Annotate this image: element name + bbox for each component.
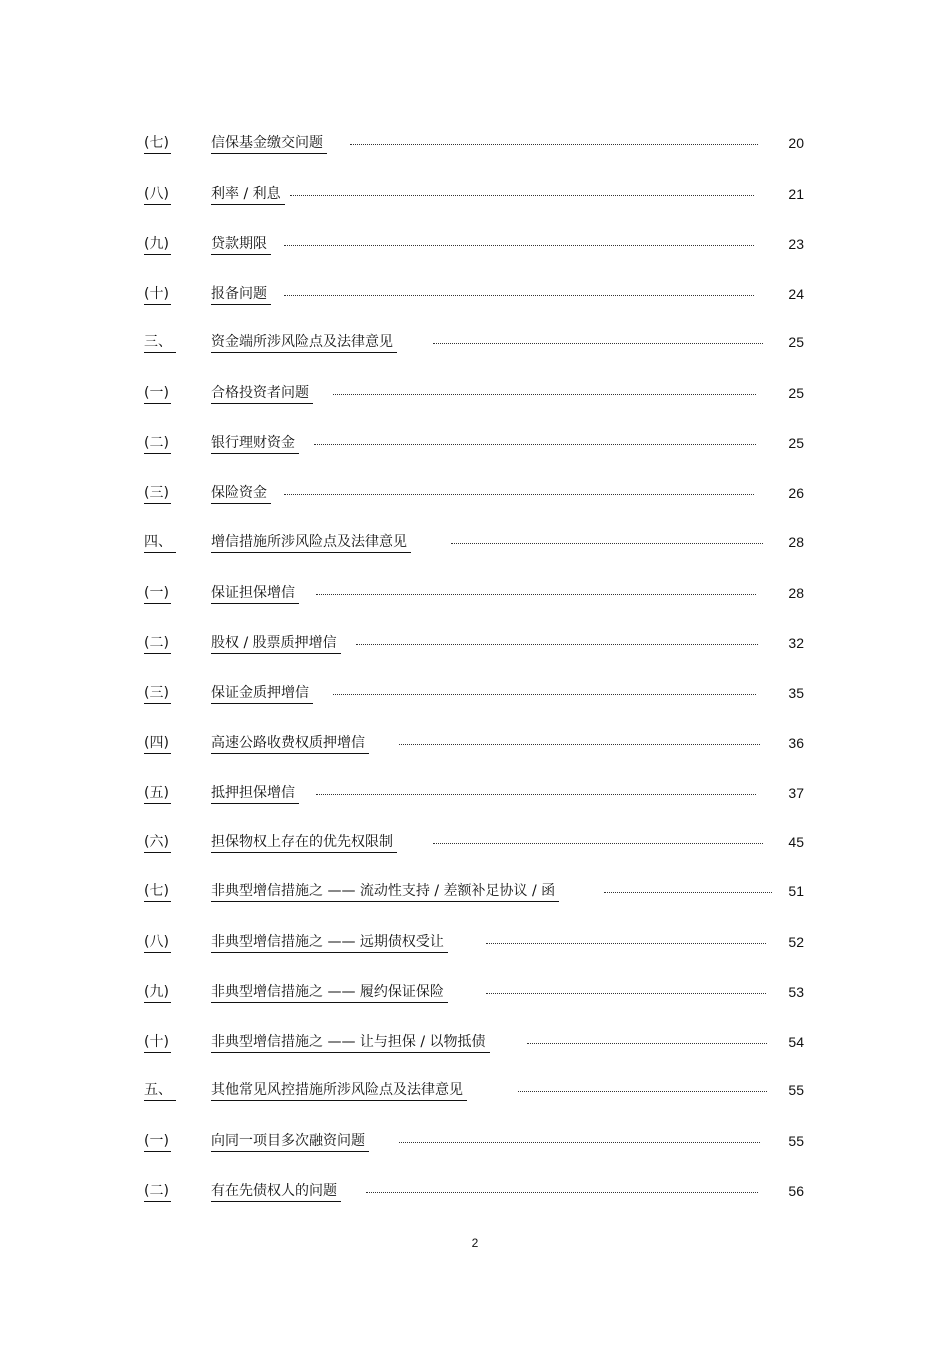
toc-entry[interactable] [0, 332, 950, 356]
dot-leader [366, 1191, 758, 1193]
entry-page: 35 [788, 685, 804, 701]
entry-page: 55 [788, 1133, 804, 1149]
dot-leader [316, 793, 756, 795]
entry-page: 54 [788, 1034, 804, 1050]
entry-title[interactable]: 保证担保增信 [211, 583, 299, 604]
toc-entry[interactable] [0, 633, 950, 657]
entry-page: 53 [788, 984, 804, 1000]
toc-entry[interactable] [0, 184, 950, 208]
toc-entry[interactable] [0, 683, 950, 707]
entry-page: 21 [788, 186, 804, 202]
entry-page: 56 [788, 1183, 804, 1199]
entry-title[interactable]: 合格投资者问题 [211, 383, 313, 404]
entry-title[interactable]: 非典型增信措施之 —— 远期债权受让 [211, 932, 448, 953]
toc-entry[interactable] [0, 532, 950, 556]
toc-entry[interactable] [0, 881, 950, 905]
entry-page: 36 [788, 735, 804, 751]
entry-number: (五) [144, 783, 171, 804]
toc-entry[interactable] [0, 383, 950, 407]
dot-leader [527, 1042, 767, 1044]
entry-number: (二) [144, 433, 171, 454]
entry-number: (六) [144, 832, 171, 853]
entry-number: (十) [144, 1032, 171, 1053]
toc-entry[interactable] [0, 832, 950, 856]
entry-title[interactable]: 抵押担保增信 [211, 783, 299, 804]
entry-number: (二) [144, 633, 171, 654]
entry-title[interactable]: 担保物权上存在的优先权限制 [211, 832, 397, 853]
dot-leader [284, 493, 754, 495]
entry-number: (三) [144, 483, 171, 504]
toc-entry[interactable] [0, 733, 950, 757]
entry-page: 37 [788, 785, 804, 801]
entry-title[interactable]: 向同一项目多次融资问题 [211, 1131, 369, 1152]
entry-page: 26 [788, 485, 804, 501]
entry-title[interactable]: 非典型增信措施之 —— 履约保证保险 [211, 982, 448, 1003]
entry-title[interactable]: 银行理财资金 [211, 433, 299, 454]
entry-number: (七) [144, 133, 171, 154]
entry-title[interactable]: 其他常见风控措施所涉风险点及法律意见 [211, 1080, 467, 1101]
entry-title[interactable]: 利率 / 利息 [211, 184, 285, 205]
entry-number: (七) [144, 881, 171, 902]
entry-title[interactable]: 资金端所涉风险点及法律意见 [211, 332, 397, 353]
toc-entry[interactable] [0, 1131, 950, 1155]
entry-title[interactable]: 高速公路收费权质押增信 [211, 733, 369, 754]
dot-leader [518, 1090, 767, 1092]
toc-entry[interactable] [0, 433, 950, 457]
entry-page: 20 [788, 135, 804, 151]
toc-entry[interactable] [0, 133, 950, 157]
toc-entry[interactable] [0, 583, 950, 607]
entry-number: (三) [144, 683, 171, 704]
entry-number: (九) [144, 234, 171, 255]
entry-title[interactable]: 有在先债权人的问题 [211, 1181, 341, 1202]
dot-leader [284, 244, 754, 246]
dot-leader [316, 593, 756, 595]
entry-number: (一) [144, 1131, 171, 1152]
dot-leader [333, 393, 756, 395]
toc-entry[interactable] [0, 483, 950, 507]
entry-number: (一) [144, 583, 171, 604]
toc-entry[interactable] [0, 284, 950, 308]
entry-number: 三、 [144, 332, 176, 353]
dot-leader [433, 342, 763, 344]
dot-leader [486, 942, 766, 944]
entry-title[interactable]: 股权 / 股票质押增信 [211, 633, 341, 654]
entry-number: 五、 [144, 1080, 176, 1101]
entry-title[interactable]: 贷款期限 [211, 234, 271, 255]
toc-entry[interactable] [0, 1181, 950, 1205]
dot-leader [350, 143, 758, 145]
entry-number: (八) [144, 932, 171, 953]
entry-number: (九) [144, 982, 171, 1003]
entry-page: 25 [788, 435, 804, 451]
dot-leader [433, 842, 763, 844]
dot-leader [333, 693, 756, 695]
entry-page: 55 [788, 1082, 804, 1098]
dot-leader [290, 194, 754, 196]
entry-title[interactable]: 保险资金 [211, 483, 271, 504]
dot-leader [451, 542, 763, 544]
entry-number: (四) [144, 733, 171, 754]
toc-entry[interactable] [0, 932, 950, 956]
entry-page: 45 [788, 834, 804, 850]
entry-number: 四、 [144, 532, 176, 553]
entry-page: 32 [788, 635, 804, 651]
toc-entry[interactable] [0, 783, 950, 807]
dot-leader [284, 294, 754, 296]
entry-page: 25 [788, 334, 804, 350]
entry-title[interactable]: 保证金质押增信 [211, 683, 313, 704]
entry-title[interactable]: 非典型增信措施之 —— 让与担保 / 以物抵债 [211, 1032, 490, 1053]
toc-entry[interactable] [0, 234, 950, 258]
entry-title[interactable]: 报备问题 [211, 284, 271, 305]
entry-title[interactable]: 非典型增信措施之 —— 流动性支持 / 差额补足协议 / 函 [211, 881, 559, 902]
entry-title[interactable]: 增信措施所涉风险点及法律意见 [211, 532, 411, 553]
dot-leader [604, 891, 772, 893]
entry-page: 52 [788, 934, 804, 950]
entry-number: (十) [144, 284, 171, 305]
entry-page: 28 [788, 585, 804, 601]
dot-leader [356, 643, 758, 645]
dot-leader [399, 743, 760, 745]
toc-entry[interactable] [0, 982, 950, 1006]
entry-title[interactable]: 信保基金缴交问题 [211, 133, 327, 154]
toc-entry[interactable] [0, 1080, 950, 1104]
entry-page: 25 [788, 385, 804, 401]
toc-entry[interactable] [0, 1032, 950, 1056]
dot-leader [399, 1141, 760, 1143]
entry-page: 23 [788, 236, 804, 252]
entry-page: 24 [788, 286, 804, 302]
entry-number: (一) [144, 383, 171, 404]
entry-page: 51 [788, 883, 804, 899]
page-number: 2 [471, 1236, 479, 1250]
entry-page: 28 [788, 534, 804, 550]
entry-number: (二) [144, 1181, 171, 1202]
entry-number: (八) [144, 184, 171, 205]
dot-leader [486, 992, 766, 994]
dot-leader [314, 443, 756, 445]
